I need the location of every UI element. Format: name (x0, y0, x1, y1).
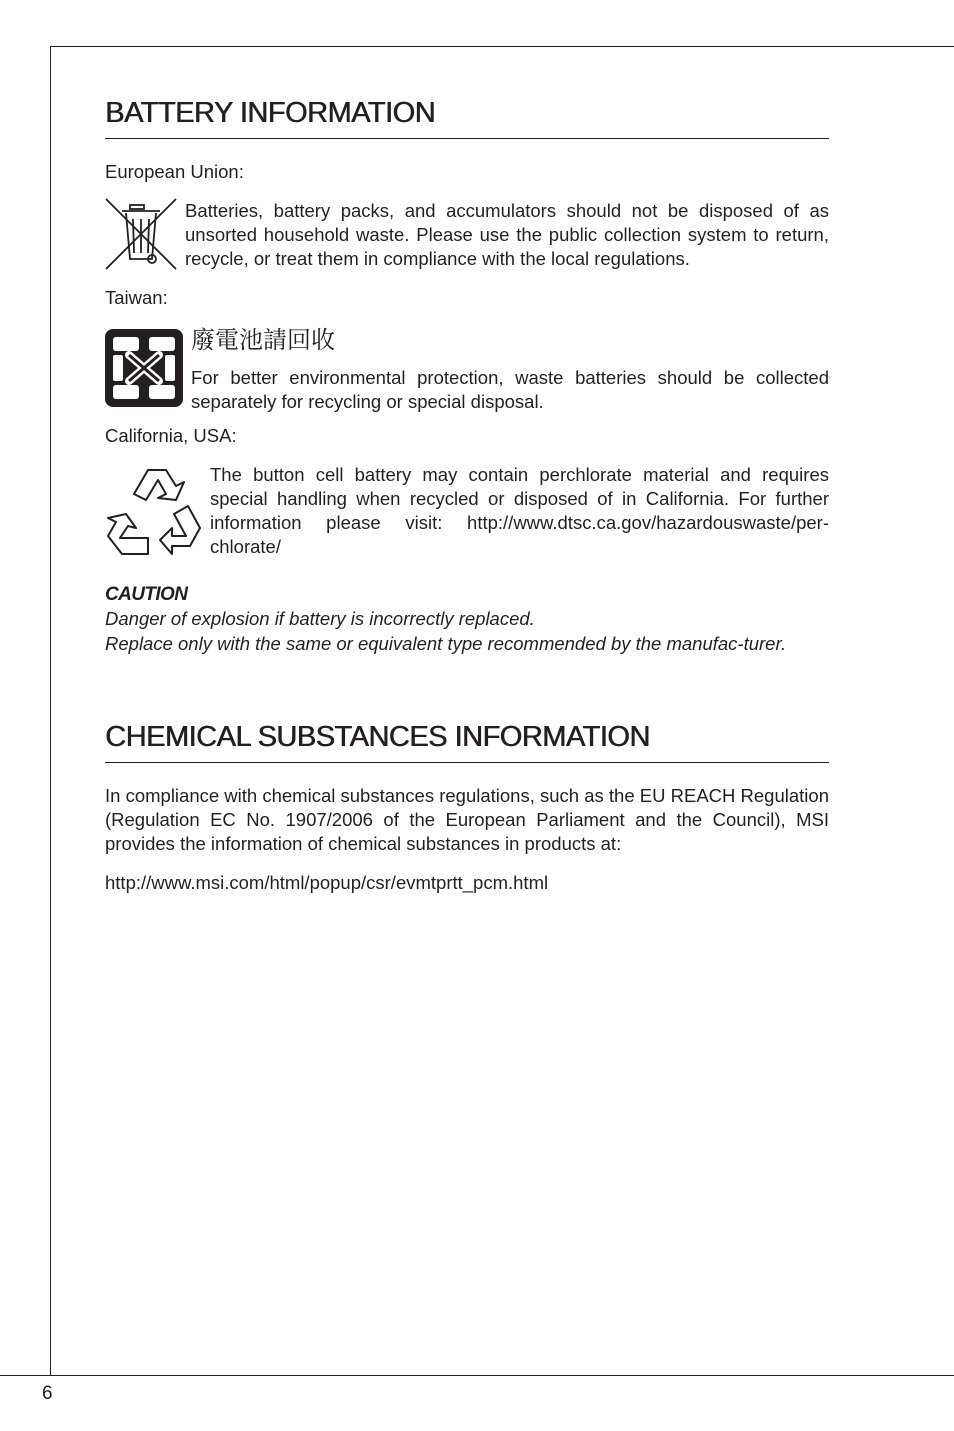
eu-label: European Union: (105, 161, 244, 182)
taiwan-battery-text: For better environmental protection, waste batteries should be collected separately for recycling or special disposal. (191, 367, 829, 412)
taiwan-chinese-recycle-text: 廢電池請回收 (191, 326, 335, 354)
battery-information-heading: BATTERY INFORMATION (105, 97, 829, 139)
caution-line-explosion: Danger of explosion if battery is incorrectly replaced. (105, 608, 535, 629)
taiwan-label: Taiwan: (105, 287, 168, 308)
page-frame-top-rule (50, 46, 954, 47)
california-label: California, USA: (105, 425, 237, 446)
chemical-substances-text: In compliance with chemical substances regulations, such as the EU REACH Regulation (Regulation EC No. 1907/2006 of the European Parliament and the Council), MSI provides the information of chemical substances in products at: (105, 785, 829, 854)
caution-text (105, 607, 829, 656)
page-number: 6 (42, 1383, 53, 1404)
california-battery-text: The button cell battery may contain perchlorate material and requires special handling when recycled or disposed of in California. For further information please visit: http://www.dtsc.ca.gov/hazardouswaste/per-chlorate/ (210, 464, 829, 557)
taiwan-battery-recycling-icon (105, 329, 183, 407)
page-frame-left-rule (50, 46, 51, 1376)
recycling-arrows-icon (104, 466, 202, 558)
chemical-substances-heading: CHEMICAL SUBSTANCES INFORMATION (105, 721, 829, 763)
caution-title: CAUTION (105, 584, 188, 605)
eu-battery-text: Batteries, battery packs, and accumulators should not be disposed of as unsorted household waste. Please use the public collection system to return, recycle, or treat them in compliance with the local regulations. (185, 200, 829, 269)
page-frame-bottom-rule (0, 1375, 954, 1376)
crossed-out-wheelie-bin-icon (104, 197, 178, 271)
chemical-substances-url: http://www.msi.com/html/popup/csr/evmtprtt_pcm.html (105, 872, 549, 893)
caution-line-replace: Replace only with the same or equivalent type recommended by the manufac-turer. (105, 632, 787, 654)
